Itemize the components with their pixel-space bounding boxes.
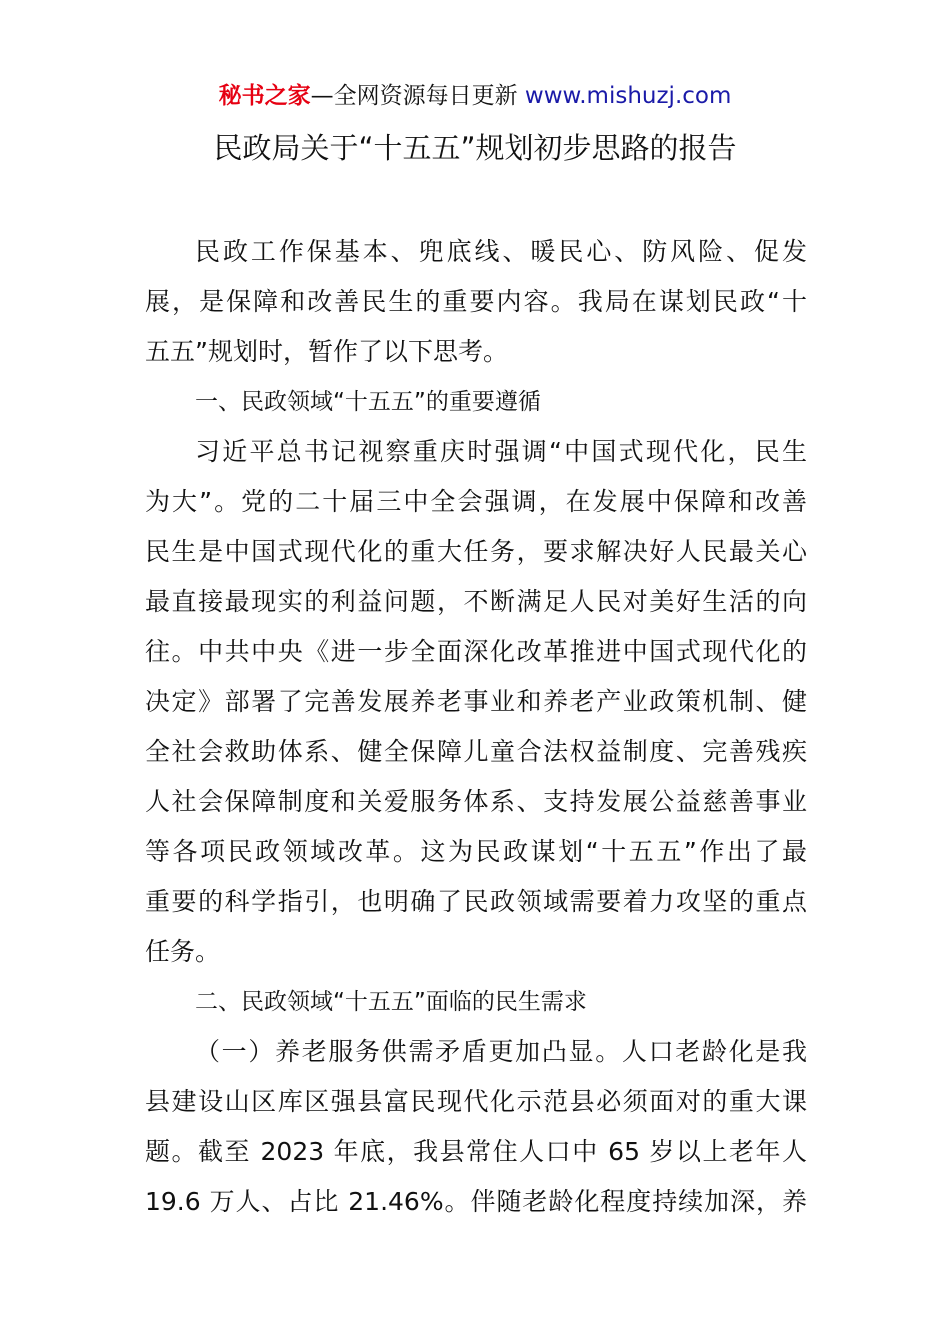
document-body	[145, 227, 807, 1227]
text-line: 任务。	[145, 937, 221, 966]
document-title: 民政局关于“十五五”规划初步思路的报告	[213, 131, 737, 165]
text-line: 展，是保障和改善民生的重要内容。我局在谋划民政“十	[145, 287, 807, 316]
text-line: 为大”。党的二十届三中全会强调，在发展中保障和改善	[145, 487, 807, 516]
text-line: 题。截至 2023 年底，我县常住人口中 65 岁以上老年人	[145, 1137, 807, 1166]
text-line: 全社会救助体系、健全保障儿童合法权益制度、完善残疾	[145, 737, 807, 766]
text-line: 县建设山区库区强县富民现代化示范县必须面对的重大课	[145, 1087, 807, 1116]
paragraph-guidance	[145, 427, 807, 977]
text-line: 民政工作保基本、兜底线、暖民心、防风险、促发	[195, 237, 807, 266]
text-line: 重要的科学指引，也明确了民政领域需要着力攻坚的重点	[145, 887, 807, 916]
text-line: 等各项民政领域改革。这为民政谋划“十五五”作出了最	[145, 837, 807, 866]
text-line: 五五”规划时，暂作了以下思考。	[145, 337, 508, 366]
text-line: 民生是中国式现代化的重大任务，要求解决好人民最关心	[145, 537, 807, 566]
text-line: 19.6 万人、占比 21.46%。伴随老龄化程度持续加深，养	[145, 1187, 807, 1216]
section-heading-1: 一、民政领域“十五五”的重要遵循	[195, 389, 541, 415]
brand-name: 秘书之家	[218, 83, 311, 109]
text-line: 习近平总书记视察重庆时强调“中国式现代化，民生	[195, 437, 807, 466]
header-tagline: —全网资源每日更新	[310, 83, 518, 109]
site-url[interactable]: www.mishuzj.com	[524, 83, 732, 109]
text-line: （一）养老服务供需矛盾更加凸显。人口老龄化是我	[195, 1037, 807, 1066]
text-line: 人社会保障制度和关爱服务体系、支持发展公益慈善事业	[145, 787, 807, 816]
paragraph-elderly-care	[145, 1027, 807, 1227]
text-line: 最直接最现实的利益问题，不断满足人民对美好生活的向	[145, 587, 807, 616]
text-line: 往。中共中央《进一步全面深化改革推进中国式现代化的	[145, 637, 807, 666]
text-line: 决定》部署了完善发展养老事业和养老产业政策机制、健	[145, 687, 807, 716]
site-header	[0, 80, 950, 112]
section-heading-2: 二、民政领域“十五五”面临的民生需求	[195, 989, 587, 1015]
paragraph-intro	[145, 227, 807, 377]
